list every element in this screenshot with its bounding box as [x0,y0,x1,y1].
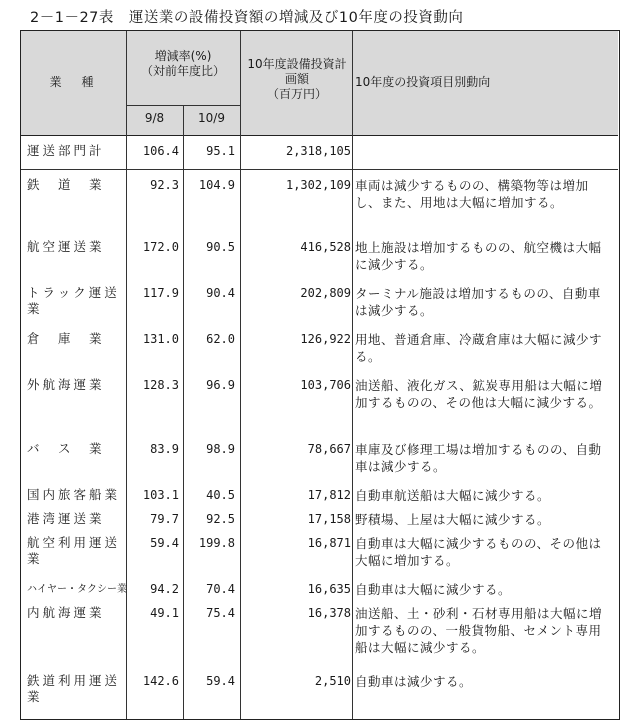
row-rate-10-9: 90.4 [206,286,235,300]
row-name: 内航海運業 [27,605,105,620]
row-amount: 202,809 [300,286,351,300]
row-rate-9-8: 103.1 [142,488,179,502]
row-name: 鉄 道 業 [27,177,105,192]
table-row-total [21,141,618,167]
row-rate-9-8: 94.2 [150,582,179,596]
header-rate: 増減率(%) （対前年度比） [140,49,225,78]
row-amount: 2,510 [314,674,351,688]
row-rate-10-9: 59.4 [206,674,235,688]
header-col-10-9: 10/9 [198,111,225,125]
row-trend: 用地、普通倉庫、冷蔵倉庫は大幅に減少する。 [355,332,603,364]
row-trend: 地上施設は増加するものの、航空機は大幅に減少する。 [355,240,602,272]
row-rate-9-8: 92.3 [150,178,179,192]
row-rate-9-8: 131.0 [142,332,179,346]
row-name: 外航海運業 [27,377,105,392]
row-trend: 車両は減少するものの、構築物等は増加し、また、用地は大幅に増加する。 [355,178,589,210]
row-trend: ターミナル施設は増加するものの、自動車は減少する。 [355,286,601,318]
table-header [21,31,618,136]
row-rate-10-9: 92.5 [206,512,235,526]
row-rate-9-8: 172.0 [142,240,179,254]
row-name: 航空利用運送業 [27,535,121,566]
row-rate-9-8: 59.4 [150,536,179,550]
row-rate-10-9: 90.5 [206,240,235,254]
investment-table [20,30,620,720]
row-rate-9-8: 49.1 [150,606,179,620]
row-rate-10-9: 95.1 [206,144,235,158]
row-name: トラック運送業 [27,285,120,316]
row-amount: 17,158 [307,512,351,526]
row-rate-10-9: 199.8 [198,536,235,550]
row-amount: 1,302,109 [285,178,351,192]
row-name: 鉄道利用運送業 [27,673,121,704]
row-rate-9-8: 117.9 [142,286,179,300]
row-amount: 16,378 [307,606,351,620]
row-name: 運送部門計 [27,143,105,158]
row-name: バ ス 業 [27,441,105,456]
row-amount: 17,812 [307,488,351,502]
row-amount: 16,635 [307,582,351,596]
row-rate-10-9: 70.4 [206,582,235,596]
header-col-9-8: 9/8 [144,111,165,125]
row-name: 国内旅客船業 [27,487,121,502]
row-rate-10-9: 104.9 [198,178,235,192]
row-rate-10-9: 98.9 [206,442,235,456]
row-rate-10-9: 62.0 [206,332,235,346]
row-amount: 2,318,105 [285,144,351,158]
row-rate-9-8: 106.4 [142,144,179,158]
row-trend: 油送船、土・砂利・石材専用船は大幅に増加するものの、一般貨物船、セメント専用船は大幅に減少する。 [355,606,603,655]
row-rate-10-9: 96.9 [206,378,235,392]
row-trend: 自動車は大幅に減少するものの、その他は大幅に増加する。 [355,536,602,568]
row-rate-9-8: 83.9 [150,442,179,456]
row-amount: 103,706 [300,378,351,392]
row-trend: 油送船、液化ガス、鉱炭専用船は大幅に増加するものの、その他は大幅に減少する。 [355,378,603,410]
row-amount: 126,922 [300,332,351,346]
row-rate-9-8: 142.6 [142,674,179,688]
header-amount: 10年度設備投資計画額 （百万円） [247,57,347,101]
header-trend: 10年度の投資項目別動向 [355,75,491,89]
row-name: 倉 庫 業 [27,331,105,346]
row-name: 航空運送業 [27,239,105,254]
row-trend: 自動車航送船は大幅に減少する。 [355,488,551,503]
row-rate-9-8: 128.3 [142,378,179,392]
row-trend: 自動車は減少する。 [355,674,473,689]
row-amount: 78,667 [307,442,351,456]
row-rate-10-9: 75.4 [206,606,235,620]
table-title: 2－1－27表 運送業の設備投資額の増減及び10年度の投資動向 [30,10,464,26]
row-trend: 自動車は大幅に減少する。 [355,582,512,597]
row-amount: 416,528 [300,240,351,254]
row-amount: 16,871 [307,536,351,550]
header-industry: 業 種 [49,75,98,89]
row-name: 港湾運送業 [27,511,105,526]
row-rate-9-8: 79.7 [150,512,179,526]
row-name: ハイヤー・タクシー業 [27,584,127,595]
row-rate-10-9: 40.5 [206,488,235,502]
row-trend: 車庫及び修理工場は増加するものの、自動車は減少する。 [355,442,602,474]
row-trend: 野積場、上屋は大幅に減少する。 [355,512,551,527]
